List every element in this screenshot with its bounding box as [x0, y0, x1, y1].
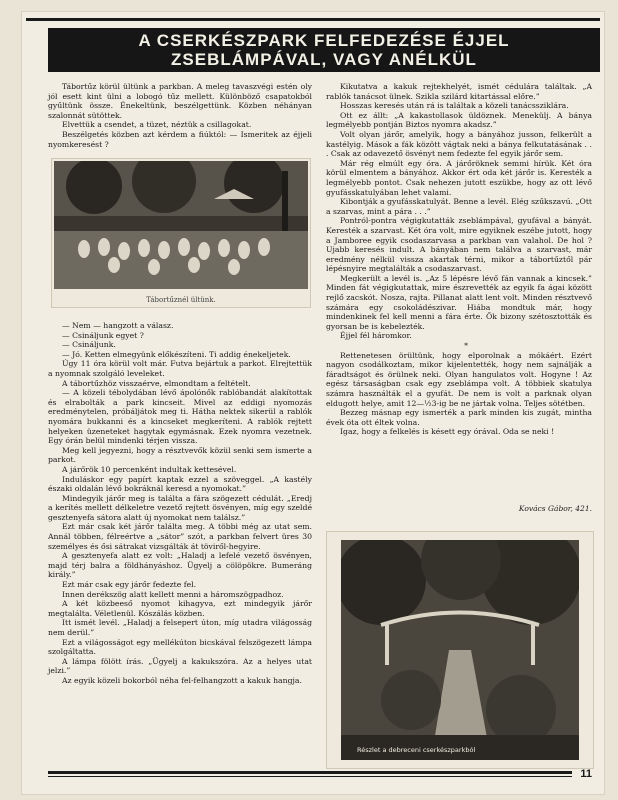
- paragraph: Tábortűz körül ültünk a parkban. A meleg tavaszvégi estén oly jól esett kint ülni a lobogó tűz mellett. Különböző csapatokból gyűltünk össze. Énekeltünk, beszélgettünk. Közben néhányan szalonnát sütöttek.: [48, 82, 312, 120]
- paragraph: — Csináljunk.: [62, 340, 116, 350]
- paragraph: Innen derékszög alatt kellett menni a háromszögpadhoz.: [62, 589, 284, 599]
- paragraph: — Nem — hangzott a válasz.: [62, 321, 174, 330]
- paragraph: Ezt a világosságot egy mellékúton bicskával felszögezett lámpa szolgáltatta.: [48, 637, 312, 657]
- paragraph: A lámpa fölött írás. „Ügyelj a kakukszóra. Az a helyes utat jelzi.”: [48, 656, 312, 676]
- campfire-photo-caption: Tábortűznél ültünk.: [146, 296, 216, 304]
- left-column-top: [48, 82, 312, 149]
- paragraph: — A közeli tébolydában lévő ápolónők rablóbandát alakítottak és elrabolták a park kincseit. Mivel az eddigi nyomozás eredménytelen, próbáljátok meg ti. Hátha nektek sikerül a rablók nyomára bukkanni és a kincseket megkeríteni. A rablók rejtett helyeken üzeneteket hagytak egymásnak. Ezek nyomra vezetnek. Egy órán belül mindenki térjen vissza.: [48, 388, 312, 446]
- paragraph: A tábortűzhöz visszaérve, elmondtam a feltételt.: [62, 378, 251, 388]
- park-photo-image: [341, 540, 579, 760]
- paragraph: Úgy 11 óra körül volt már. Futva bejártuk a parkot. Elrejtettük a nyomnak szolgáló leveleket.: [48, 359, 312, 378]
- headline-banner: [48, 28, 600, 72]
- paragraph: Kikutatva a kakuk rejtekhelyét, ismét cédulára találtak. „A rablók tanácsot ülnek. Szikla szilárd kitartással előre.”: [326, 82, 592, 101]
- page-number: 11: [580, 768, 592, 780]
- paragraph: A járőrök 10 percenként indultak kettesével.: [62, 464, 237, 474]
- right-column: [326, 82, 592, 437]
- park-photo-caption: Részlet a debreceni cserkészparkból: [357, 746, 476, 754]
- paragraph: Már rég elmúlt egy óra. A járőröknek semmi hírük. Két óra körül elmentem a bányához. Akkor ért oda két járőr is. Keresték a legmélyebb pontot. Csak nehezen jutott eszükbe, hogy az ott lévő gyufásskatulyában lehet valami.: [326, 158, 592, 197]
- paragraph: Kibontják a gyufásskatulyát. Benne a levél. Elég szűkszavú. „Ott a szarvas, mint a pára . . .”: [326, 197, 592, 216]
- paragraph: Ezt már csak egy járőr fedezte fel.: [62, 580, 197, 590]
- paragraph: Ott ez állt: „A kakastollasok üldöznek. Menekülj. A bánya legmélyebb pontján Biztos nyomra akadsz.”: [326, 110, 592, 130]
- paragraph: Mindegyik járőr meg is találta a fára szögezett cédulát. „Eredj a kerítés mellett délkeletre vezető rejtett ösvényen, míg egy szeldé gesztenyefa sátora alatt új nyomokat nem találsz.”: [48, 493, 312, 522]
- paragraph: Rettenetesen örültünk, hogy elporolnak a mókáért. Ezért nagyon csodálkoztam, mikor kijelentették, hogy nem sajnálják a fáradtságot és örülnek neki. Olyan hangulatos volt. Hogyne ! Az egész társaságban csak egy zseblámpa volt. A többiek skatulya számra használták el a gyufát. De nem is volt a parknak olyan eldugott helye, amit 12—½3-ig be ne jártak volna. Teljes sötétben.: [326, 350, 592, 408]
- paragraph: Induláskor egy papírt kaptak ezzel a szöveggel. „A kastély északi oldalán lévő bokráknál keresd a nyomokat.”: [48, 474, 312, 494]
- paragraph: — Csináljunk egyet ?: [62, 330, 144, 340]
- paragraph: Itt ismét levél. „Haladj a felsepert úton, míg utadra világosság nem derül.”: [48, 618, 312, 637]
- bottom-rule-thin: [48, 776, 572, 777]
- top-rule: [26, 18, 600, 21]
- paragraph: A gesztenyefa alatt ez volt: „Haladj a lefelé vezető ösvényen, majd térj balra a földhányáshoz. Ügyelj a cölöpökre. Bumeráng király.”: [48, 551, 312, 580]
- paragraph: Hosszas keresés után rá is találtak a közeli tanácssziklára.: [340, 101, 569, 111]
- author-signature: Kovács Gábor, 421.: [518, 504, 592, 513]
- headline-line-2: ZSEBLÁMPÁVAL, VAGY ANÉLKÜL: [171, 50, 477, 69]
- paragraph: A két közbeeső nyomot kihagyva, ezt mindegyik járőr megtalálta. Véletlenül. Kószálás közben.: [48, 599, 312, 618]
- paragraph: Volt olyan járőr, amelyik, hogy a bányához jusson, felkerült a kastélyig. Mások a fák között vágtak neki a bánya felkutatásának . . . Csak az odavezető ösvényt nem fedezte fel egyik járőr sem.: [326, 129, 592, 159]
- paragraph: Meg kell jegyezni, hogy a résztvevők közül senki sem ismerte a parkot.: [48, 445, 312, 465]
- paragraph: Igaz, hogy a felkelés is késett egy órával. Oda se neki !: [340, 427, 555, 437]
- campfire-photo: [51, 158, 311, 308]
- paragraph: Megkerült a levél is. „Az 5 lépésre lévő fán vannak a kincsek.” Minden fát végigkutattak, mire észrevették az egyik fa ágai között rejlő zacskót. Nosza, rajta. Pillanat alatt lent volt. Minden résztvevő számára egy csokoládészivar. Hiába mondtuk már, hogy mindenkinek fel kell menni a fára érte. Ők bizony szétosztották és gyorsan be is kebelezték.: [326, 273, 592, 331]
- paragraph: Pontról-pontra végigkutatták zseblámpával, gyufával a bányát. Keresték a szarvast. Két óra volt, mire egyiknek eszébe jutott, hogy a Jamboree egyik csodaszarvasa a parkban van valahol. De hol ? Ujabb keresés indult. A bányában nem találva a szarvast, már eredmény nélkül vissza akartak térni, mikor a tábortűztől pár lépésnyire megtalálták a csodaszarvast.: [326, 216, 592, 274]
- left-column-bottom: [48, 321, 312, 686]
- paragraph: *: [464, 341, 468, 351]
- paragraph: Az egyik közeli bokorból néha fel-felhangzott a kakuk hangja.: [62, 675, 302, 685]
- campfire-photo-image: [54, 161, 308, 289]
- paragraph: Ezt már csak két járőr találta meg. A többi még az utat sem. Annál többen, félreértve a „sátor” szót, a parkban felvert üres 30 személyes és ősi sátrakat vizsgálták át töviről-hegyire.: [48, 522, 312, 551]
- paragraph: Beszélgetés közben azt kérdem a fiúktól: — Ismeritek az éjjeli nyomkeresést ?: [48, 129, 312, 149]
- headline-line-1: A CSERKÉSZPARK FELFEDEZÉSE ÉJJEL: [138, 31, 510, 50]
- park-photo: [326, 531, 594, 769]
- bottom-rule: [48, 771, 572, 774]
- paragraph: Éjjel fél háromkor.: [340, 331, 412, 341]
- paragraph: Bezzeg másnap egy ismerték a park minden kis zugát, mintha évek óta ott éltek volna.: [326, 408, 592, 427]
- paragraph: — Jó. Ketten elmegyünk előkészíteni. Ti addig énekeljetek.: [62, 349, 291, 359]
- paragraph: Elvettük a csendet, a tüzet, néztük a csillagokat.: [62, 120, 252, 130]
